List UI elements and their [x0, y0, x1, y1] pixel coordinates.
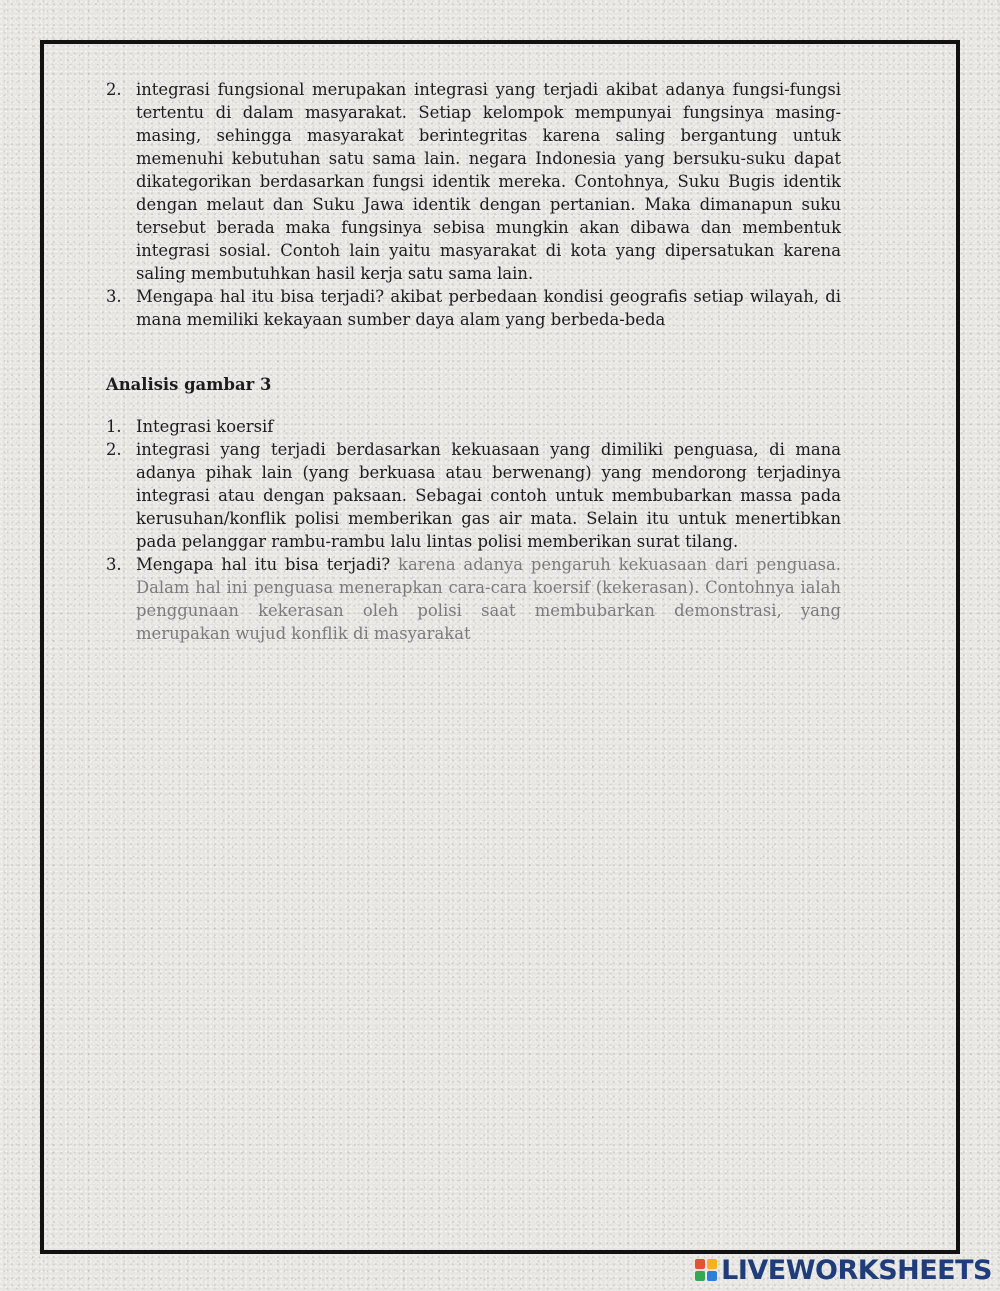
liveworksheets-icon [695, 1259, 717, 1281]
answer-input[interactable]: karena adanya pengaruh kekuasaan dari penguasa. Dalam hal ini penguasa menerapkan cara-cara koersif (kekerasan). Contohnya ialah penggunaan kekerasan oleh polisi saat membubarkan demonstrasi, yang merupakan wujud konflik di masyarakat [136, 555, 841, 643]
answer-list-1 [106, 78, 841, 331]
item-number: 3. [106, 555, 122, 574]
item-text: integrasi fungsional merupakan integrasi yang terjadi akibat adanya fungsi-fungsi tertentu di dalam masyarakat. Setiap kelompok mempunyai fungsinya masing-masing, sehingga masyarakat berintegritas karena saling bergantung untuk memenuhi kebutuhan satu sama lain. negara Indonesia yang bersuku-suku dapat dikategorikan berdasarkan fungsi identik mereka. Contohnya, Suku Bugis identik dengan melaut dan Suku Jawa identik dengan pertanian. Maka dimanapun suku tersebut berada maka fungsinya sebisa mungkin akan dibawa dan membentuk integrasi sosial. Contoh lain yaitu masyarakat di kota yang dipersatukan karena saling membutuhkan hasil kerja satu sama lain. [136, 80, 841, 283]
answer-list-2 [106, 415, 841, 645]
item-number: 2. [106, 440, 122, 459]
logo-square-yellow [707, 1259, 717, 1269]
question-text: Mengapa hal itu bisa terjadi? [136, 555, 391, 574]
list-item [106, 78, 841, 285]
item-text: integrasi yang terjadi berdasarkan kekuasaan yang dimiliki penguasa, di mana adanya pihak lain (yang berkuasa atau berwenang) yang mendorong terjadinya integrasi atau dengan paksaan. Sebagai contoh untuk membubarkan massa pada kerusuhan/konflik polisi memberikan gas air mata. Selain itu untuk menertibkan pada pelanggar rambu-rambu lalu lintas polisi memberikan surat tilang. [136, 440, 841, 551]
item-number: 3. [106, 287, 122, 306]
liveworksheets-logo[interactable] [695, 1254, 992, 1286]
logo-square-green [695, 1271, 705, 1281]
logo-square-blue [707, 1271, 717, 1281]
list-item [106, 415, 841, 438]
list-item [106, 285, 841, 331]
item-text: Integrasi koersif [136, 417, 274, 436]
list-item [106, 438, 841, 553]
item-number: 2. [106, 80, 122, 99]
question-text: Mengapa hal itu bisa terjadi? [136, 287, 385, 306]
item-number: 1. [106, 417, 122, 436]
section-heading: Analisis gambar 3 [106, 375, 272, 394]
answer-text: akibat perbedaan kondisi geografis setiap wilayah, di mana memiliki kekayaan sumber daya alam yang berbeda-beda [136, 287, 841, 329]
logo-square-red [695, 1259, 705, 1269]
worksheet-content [106, 78, 841, 645]
list-item [106, 553, 841, 645]
brand-name: LIVEWORKSHEETS [721, 1254, 992, 1286]
